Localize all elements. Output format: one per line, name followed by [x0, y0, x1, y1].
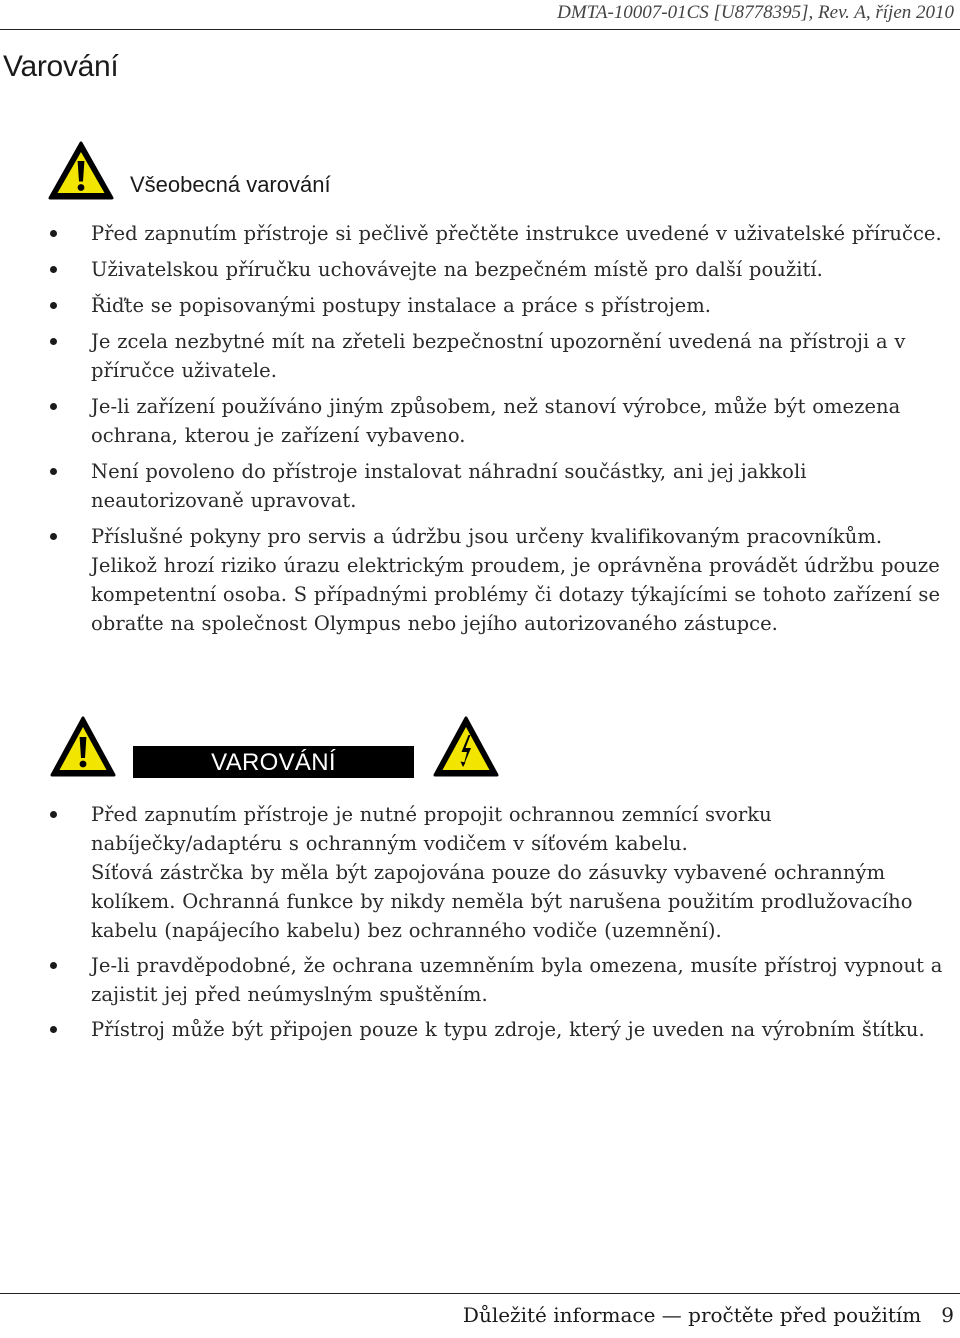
- list-item: Před zapnutím přístroje je nutné propojit ochrannou zemnící svorku nabíječky/adaptéru s ochranným vodičem v síťovém kabelu. Síťová zástrčka by měla být zapojována pouze do zásuvky vybavené ochranným kolíkem. Ochranná funkce by nikdy neměla být narušena použitím prodlužovacího kabelu (napájecího kabelu) bez ochranného vodiče (uzemnění).: [0, 800, 960, 945]
- bullet-icon: [50, 403, 57, 410]
- electric-shock-icon: [433, 715, 499, 783]
- list-item: Je zcela nezbytné mít na zřeteli bezpečnostní upozornění uvedená na přístroji a v příručce uživatele.: [0, 327, 960, 385]
- bullet-icon: [50, 811, 57, 818]
- list-item: Uživatelskou příručku uchovávejte na bezpečném místě pro další použití.: [0, 255, 960, 284]
- list-item: Je-li pravděpodobné, že ochrana uzemněním byla omezena, musíte přístroj vypnout a zajistit jej před neúmyslným spuštěním.: [0, 951, 960, 1009]
- page-footer: [463, 1303, 954, 1327]
- list-item: Je-li zařízení používáno jiným způsobem, než stanoví výrobce, může být omezena ochrana, kterou je zařízení vybaveno.: [0, 392, 960, 450]
- list-item: Řiďte se popisovanými postupy instalace a práce s přístrojem.: [0, 291, 960, 320]
- bullet-icon: [50, 533, 57, 540]
- bullet-icon: [50, 468, 57, 475]
- list-item: Před zapnutím přístroje si pečlivě přečtěte instrukce uvedené v uživatelské příručce.: [0, 219, 960, 248]
- bullet-icon: [50, 266, 57, 273]
- warning-triangle-icon: [50, 715, 116, 783]
- general-warnings-list: [0, 219, 960, 638]
- running-header: DMTA-10007-01CS [U8778395], Rev. A, říjen 2010: [557, 2, 954, 23]
- electrical-warning-header: [50, 715, 510, 781]
- warning-banner: VAROVÁNÍ: [133, 746, 414, 778]
- bullet-icon: [50, 230, 57, 237]
- bullet-icon: [50, 302, 57, 309]
- section-title: Všeobecná varování: [130, 172, 331, 197]
- list-item: Není povoleno do přístroje instalovat náhradní součástky, ani jej jakkoli neautorizovaně upravovat.: [0, 457, 960, 515]
- warning-triangle-icon: [48, 140, 114, 200]
- footer-rule: [0, 1293, 960, 1294]
- bullet-icon: [50, 1026, 57, 1033]
- list-item: Přístroj může být připojen pouze k typu zdroje, který je uveden na výrobním štítku.: [0, 1015, 960, 1044]
- list-item: Příslušné pokyny pro servis a údržbu jsou určeny kvalifikovaným pracovníkům. Jelikož hrozí riziko úrazu elektrickým proudem, je oprávněna provádět údržbu pouze kompetentní osoba. S případnými problémy či dotazy týkajícími se tohoto zařízení se obraťte na společnost Olympus nebo jejího autorizovaného zástupce.: [0, 522, 960, 638]
- header-rule: [0, 29, 960, 30]
- page-number: 9: [941, 1303, 954, 1327]
- footer-text: Důležité informace — pročtěte před použitím: [462, 1303, 922, 1327]
- electrical-warnings-list: [0, 800, 960, 1044]
- bullet-icon: [50, 338, 57, 345]
- bullet-icon: [50, 962, 57, 969]
- page-title: Varování: [3, 50, 119, 83]
- general-warnings-heading: [48, 140, 331, 200]
